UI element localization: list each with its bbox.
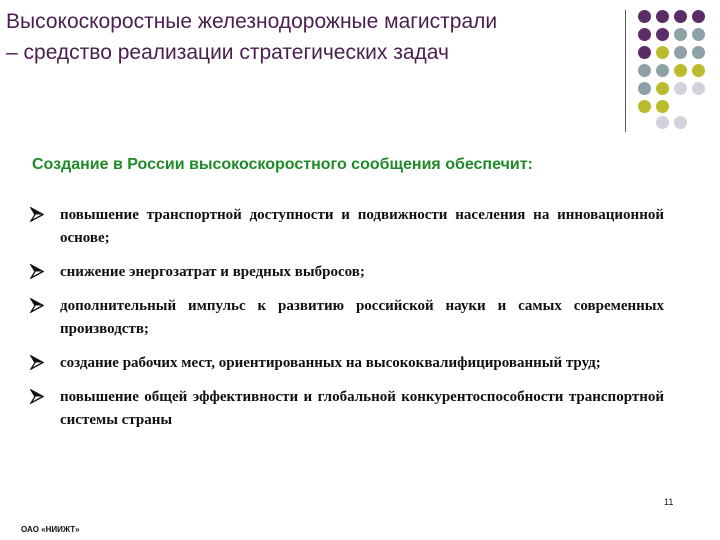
- decor-dot: [656, 100, 669, 113]
- arrow-bullet-icon: [30, 207, 44, 222]
- decor-dot: [638, 100, 651, 113]
- decor-dot: [656, 28, 669, 41]
- arrow-bullet-icon: [30, 355, 44, 370]
- decor-dot: [656, 64, 669, 77]
- slide-title: [6, 6, 616, 68]
- decor-dot: [656, 46, 669, 59]
- arrow-bullet-icon: [30, 264, 44, 279]
- arrow-bullet-icon: [30, 298, 44, 313]
- decor-dot: [638, 46, 651, 59]
- bullet-item: [30, 261, 664, 284]
- bullet-item: [30, 295, 664, 341]
- decor-dot: [638, 82, 651, 95]
- decor-dot: [674, 46, 687, 59]
- decor-dot: [674, 28, 687, 41]
- decor-dot: [692, 10, 705, 23]
- bullet-list: [30, 204, 664, 443]
- decor-dot: [674, 82, 687, 95]
- decor-dot: [656, 10, 669, 23]
- bullet-text: повышение общей эффективности и глобальной конкурентоспособности транспортной системы страны: [60, 389, 664, 428]
- title-line-1: Высокоскоростные железнодорожные магистрали: [6, 10, 498, 33]
- decorative-dot-grid: [638, 10, 718, 120]
- bullet-text: повышение транспортной доступности и подвижности населения на инновационной основе;: [60, 207, 664, 246]
- bullet-item: [30, 204, 664, 250]
- decor-dot: [656, 82, 669, 95]
- decor-dot: [674, 10, 687, 23]
- title-line-2: – средство реализации стратегических задач: [6, 41, 449, 64]
- bullet-item: [30, 386, 664, 432]
- bullet-text: снижение энергозатрат и вредных выбросов;: [60, 264, 365, 280]
- decor-dot: [656, 116, 669, 129]
- bullet-item: [30, 352, 664, 375]
- decor-dot: [638, 28, 651, 41]
- bullet-text: создание рабочих мест, ориентированных на высококвалифицированный труд;: [60, 355, 601, 371]
- page-number: 11: [664, 497, 674, 507]
- decor-dot: [692, 64, 705, 77]
- decor-dot: [692, 28, 705, 41]
- decor-dot: [674, 116, 687, 129]
- arrow-bullet-icon: [30, 389, 44, 404]
- title-divider-line: [625, 10, 626, 132]
- bullet-text: дополнительный импульс к развитию российской науки и самых современных производств;: [60, 298, 664, 337]
- footer-organization: ОАО «НИИЖТ»: [21, 525, 80, 534]
- decor-dot: [638, 64, 651, 77]
- decor-dot: [674, 64, 687, 77]
- subtitle: Создание в России высокоскоростного сообщения обеспечит:: [32, 156, 533, 173]
- decor-dot: [692, 82, 705, 95]
- decor-dot: [692, 46, 705, 59]
- decor-dot: [638, 10, 651, 23]
